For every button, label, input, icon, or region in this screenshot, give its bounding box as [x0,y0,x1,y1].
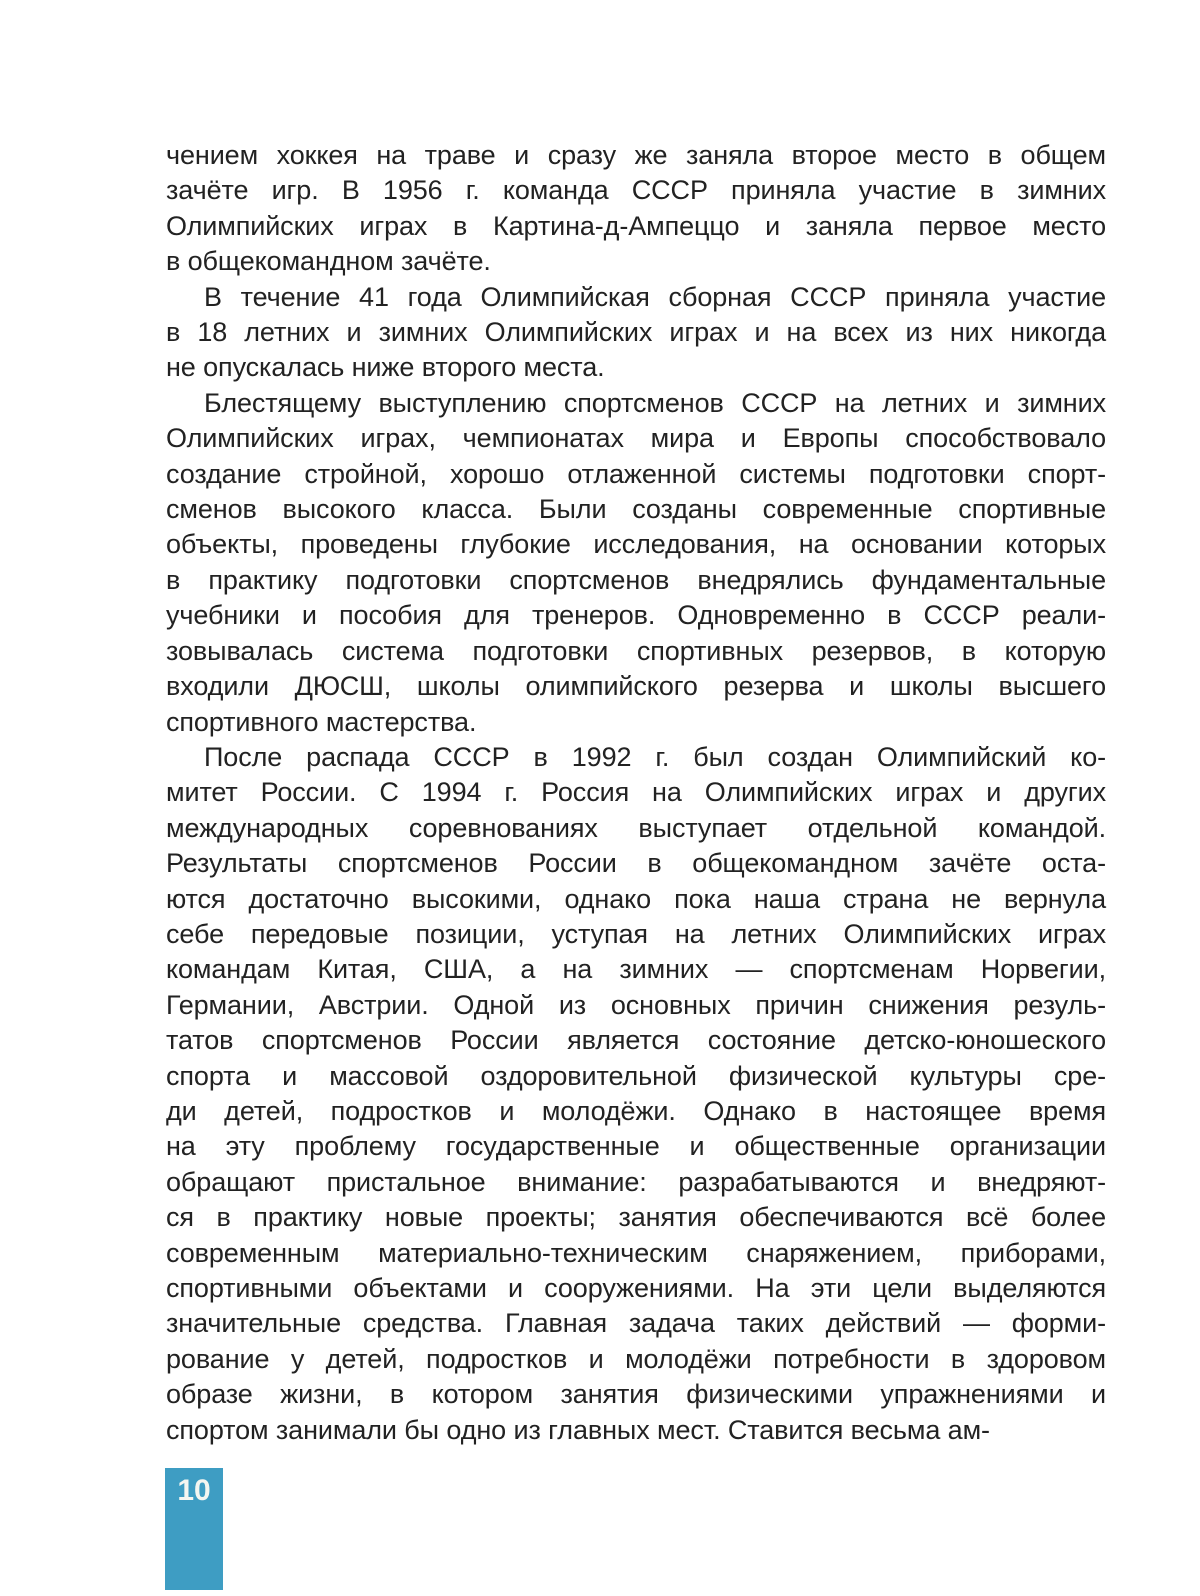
text-line: спортом занимали бы одно из главных мест. Ставится весьма ам- [166,1414,990,1445]
text-line: Олимпийских играх в Картина-д-Ампеццо и заняла первое место [166,210,1106,241]
text-line: ся в практику новые проекты; занятия обеспечиваются всё более [166,1202,1106,1233]
page-number: 10 [177,1474,211,1507]
text-block [166,138,1106,1448]
text-line: Результаты спортсменов России в общекомандном зачёте оста- [166,848,1106,879]
text-line: значительные средства. Главная задача таких действий — форми- [166,1308,1106,1339]
text-line: митет России. С 1994 г. Россия на Олимпийских играх и других [166,777,1106,808]
text-line: в общекомандном зачёте. [166,246,491,277]
text-line: образе жизни, в котором занятия физическими упражнениями и [166,1379,1106,1410]
text-line: зачёте игр. В 1956 г. команда СССР приняла участие в зимних [166,175,1106,206]
text-line: себе передовые позиции, уступая на летних Олимпийских играх [166,918,1106,949]
text-line: современным материально-техническим снаряжением, приборами, [166,1237,1106,1268]
text-line: учебники и пособия для тренеров. Одновременно в СССР реали- [166,600,1106,631]
text-line: Блестящему выступлению спортсменов СССР на летних и зимних [204,387,1106,418]
text-line: спортивного мастерства. [166,706,477,737]
text-line: спорта и массовой оздоровительной физической культуры сре- [166,1060,1106,1091]
text-line: Германии, Австрии. Одной из основных причин снижения резуль- [166,989,1106,1020]
text-line: Олимпийских играх, чемпионатах мира и Европы способствовало [166,423,1106,454]
text-line: спортивными объектами и сооружениями. На эти цели выделяются [166,1273,1106,1303]
text-line: зовывалась система подготовки спортивных резервов, в которую [166,635,1106,666]
page-number-box [165,1468,223,1590]
text-line: в практику подготовки спортсменов внедрялись фундаментальные [166,564,1106,595]
text-line: татов спортсменов России является состояние детско-юношеского [166,1025,1106,1056]
text-line: рование у детей, подростков и молодёжи потребности в здоровом [166,1343,1106,1374]
text-line: В течение 41 года Олимпийская сборная СССР приняла участие [204,281,1106,312]
text-line: объекты, проведены глубокие исследования, на основании которых [166,529,1106,560]
text-line: создание стройной, хорошо отлаженной системы подготовки спорт- [166,458,1106,489]
text-line: сменов высокого класса. Были созданы современные спортивные [166,494,1106,525]
text-line: чением хоккея на траве и сразу же заняла второе место в общем [166,140,1106,170]
text-line: в 18 летних и зимних Олимпийских играх и на всех из них никогда [166,317,1106,348]
text-line: командам Китая, США, а на зимних — спортсменам Норвегии, [166,954,1106,985]
text-line: на эту проблему государственные и общественные организации [166,1131,1106,1162]
text-line: международных соревнованиях выступает отдельной командой. [166,812,1106,843]
text-line: После распада СССР в 1992 г. был создан Олимпийский ко- [204,741,1106,772]
text-line: обращают пристальное внимание: разрабатываются и внедряют- [166,1166,1106,1197]
text-line: входили ДЮСШ, школы олимпийского резерва и школы высшего [166,671,1106,702]
text-line: ди детей, подростков и молодёжи. Однако в настоящее время [166,1095,1106,1126]
text-line: не опускалась ниже второго места. [166,352,605,383]
text-line: ются достаточно высокими, однако пока наша страна не вернула [166,883,1106,914]
